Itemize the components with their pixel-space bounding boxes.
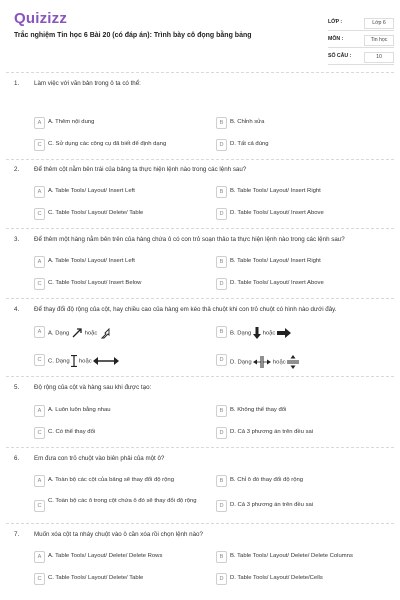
- option-text: B. Chỉ ô đó thay đổi độ rộng: [230, 477, 304, 483]
- info-key: MÔN :: [328, 36, 344, 42]
- option-letter: D: [216, 573, 227, 585]
- option-letter: B: [216, 475, 227, 487]
- worksheet-header: [0, 0, 400, 72]
- option-letter: D: [216, 208, 227, 220]
- question-number: 5.: [14, 384, 20, 391]
- info-row-count: [328, 48, 394, 65]
- question-text: Để thay đổi độ rộng của cột, hay chiều cao của hàng em kéo thả chuột khi con trỏ chuột có hình nào dưới đây.: [34, 306, 337, 313]
- option-letter: B: [216, 326, 227, 338]
- option-letter: B: [216, 186, 227, 198]
- question-text: Em đưa con trỏ chuột vào biên phải của một ô?: [34, 455, 165, 462]
- option-text: B. Table Tools/ Layout/ Insert Right: [230, 258, 321, 264]
- question-number: 2.: [14, 166, 20, 173]
- option-text: D. Table Tools/ Layout/ Insert Above: [230, 280, 324, 286]
- info-row-class: [328, 14, 394, 31]
- diagonal-arrow-icon: [71, 327, 83, 339]
- question-divider: [6, 228, 394, 229]
- option-text: C. Toàn bộ các ô trong cột chứa ô đó sẽ thay đổi độ rộng: [48, 498, 197, 504]
- option-letter: A: [34, 256, 45, 268]
- option-text: A. Thêm nội dung: [48, 119, 95, 125]
- option-text: B. Dạng: [230, 330, 252, 337]
- option-text: C. Table Tools/ Layout/ Delete/ Table: [48, 210, 144, 216]
- quizizz-logo: Quizizz: [14, 10, 68, 27]
- option-letter: D: [216, 427, 227, 439]
- option-letter: C: [34, 427, 45, 439]
- option-letter: B: [216, 405, 227, 417]
- option-letter: C: [34, 573, 45, 585]
- option-text: D. Cả 3 phương án trên đều sai: [230, 429, 314, 435]
- option-text: C. Table Tools/ Layout/ Delete/ Table: [48, 575, 144, 581]
- option-text: C. Sử dụng các công cụ đã biết để định dạng: [48, 141, 167, 147]
- question-text: Để thêm cột nằm bên trái của bảng ta thực hiện lệnh nào trong các lệnh sau?: [34, 166, 247, 173]
- option-letter: A: [34, 186, 45, 198]
- option-letter: B: [216, 117, 227, 129]
- ibeam-cursor-icon: [71, 355, 77, 367]
- question-number: 3.: [14, 236, 20, 243]
- option-text: A. Luôn luôn bằng nhau: [48, 407, 111, 413]
- option-letter: D: [216, 500, 227, 512]
- option-text: D. Cả 3 phương án trên đều sai: [230, 502, 314, 508]
- option-text: C. Có thể thay đổi: [48, 429, 96, 435]
- option-text: B. Table Tools/ Layout/ Delete/ Delete Columns: [230, 553, 353, 559]
- option-text: B. Table Tools/ Layout/ Insert Right: [230, 188, 321, 194]
- info-value: 10: [364, 52, 394, 63]
- option-letter: D: [216, 278, 227, 290]
- option-letter: D: [216, 354, 227, 366]
- info-key: LỚP :: [328, 19, 343, 25]
- option-text: A. Toàn bộ các cột của bảng sẽ thay đổi độ rộng: [48, 477, 174, 483]
- option-text: A. Table Tools/ Layout/ Insert Left: [48, 188, 135, 194]
- option-letter: B: [216, 256, 227, 268]
- option-text: C. Table Tools/ Layout/ Insert Below: [48, 280, 142, 286]
- option-text: B. Không thể thay đổi: [230, 407, 287, 413]
- option-letter: A: [34, 117, 45, 129]
- question-divider: [6, 298, 394, 299]
- option-letter: C: [34, 354, 45, 366]
- option-text: D. Dạng: [230, 359, 252, 366]
- option-text: D. Table Tools/ Layout/ Delete/Cells: [230, 575, 323, 581]
- info-key: SỐ CÂU :: [328, 53, 352, 59]
- option-or-text: hoặc: [262, 330, 276, 337]
- question-text: Muốn xóa cột ta nháy chuột vào ô cần xóa rồi chọn lệnh nào?: [34, 531, 203, 538]
- option-letter: C: [34, 278, 45, 290]
- horizontal-double-arrow-icon: [93, 356, 119, 366]
- question-text: Làm việc với văn bản trong ô ta có thể:: [34, 80, 141, 87]
- option-letter: D: [216, 139, 227, 151]
- option-text: A. Table Tools/ Layout/ Insert Left: [48, 258, 135, 264]
- question-divider: [6, 159, 394, 160]
- row-resize-cursor-icon: [287, 355, 299, 369]
- question-number: 6.: [14, 455, 20, 462]
- question-text: Độ rộng của cột và hàng sau khi được tạo:: [34, 384, 152, 391]
- question-number: 4.: [14, 306, 20, 313]
- column-resize-cursor-icon: [253, 356, 271, 368]
- question-divider: [6, 523, 394, 524]
- info-value: Tin học: [364, 35, 394, 46]
- question-number: 7.: [14, 531, 20, 538]
- down-arrow-icon: [253, 327, 261, 339]
- info-row-subject: [328, 31, 394, 48]
- option-or-text: hoặc: [84, 330, 98, 337]
- option-letter: B: [216, 551, 227, 563]
- option-letter: A: [34, 405, 45, 417]
- question-text: Để thêm một hàng nằm bên trên của hàng chứa ô có con trỏ soạn thảo ta thực hiện lệnh nào trong các lệnh sau?: [34, 236, 345, 243]
- worksheet-title: Trắc nghiệm Tin học 6 Bài 20 (có đáp án): Trình bày cô đọng bằng bảng: [14, 32, 252, 39]
- question-number: 1.: [14, 80, 20, 87]
- header-divider: [6, 72, 394, 73]
- info-value: Lớp 6: [364, 18, 394, 29]
- option-letter: A: [34, 475, 45, 487]
- question-divider: [6, 447, 394, 448]
- option-letter: C: [34, 208, 45, 220]
- option-or-text: hoặc: [272, 359, 286, 366]
- option-letter: C: [34, 500, 45, 512]
- option-text: D. Tất cả đúng: [230, 141, 269, 147]
- question-divider: [6, 376, 394, 377]
- option-or-text: hoặc: [78, 358, 92, 365]
- option-letter: A: [34, 551, 45, 563]
- option-text: A. Table Tools/ Layout/ Delete/ Delete Rows: [48, 553, 163, 559]
- option-text: A. Dạng: [48, 330, 70, 337]
- option-text: C. Dạng: [48, 358, 70, 365]
- option-text: B. Chỉnh sửa: [230, 119, 265, 125]
- outline-diagonal-arrow-icon: [99, 327, 111, 339]
- right-arrow-icon: [277, 328, 291, 338]
- info-panel: [328, 14, 394, 65]
- option-letter: A: [34, 326, 45, 338]
- option-letter: C: [34, 139, 45, 151]
- option-text: D. Table Tools/ Layout/ Insert Above: [230, 210, 324, 216]
